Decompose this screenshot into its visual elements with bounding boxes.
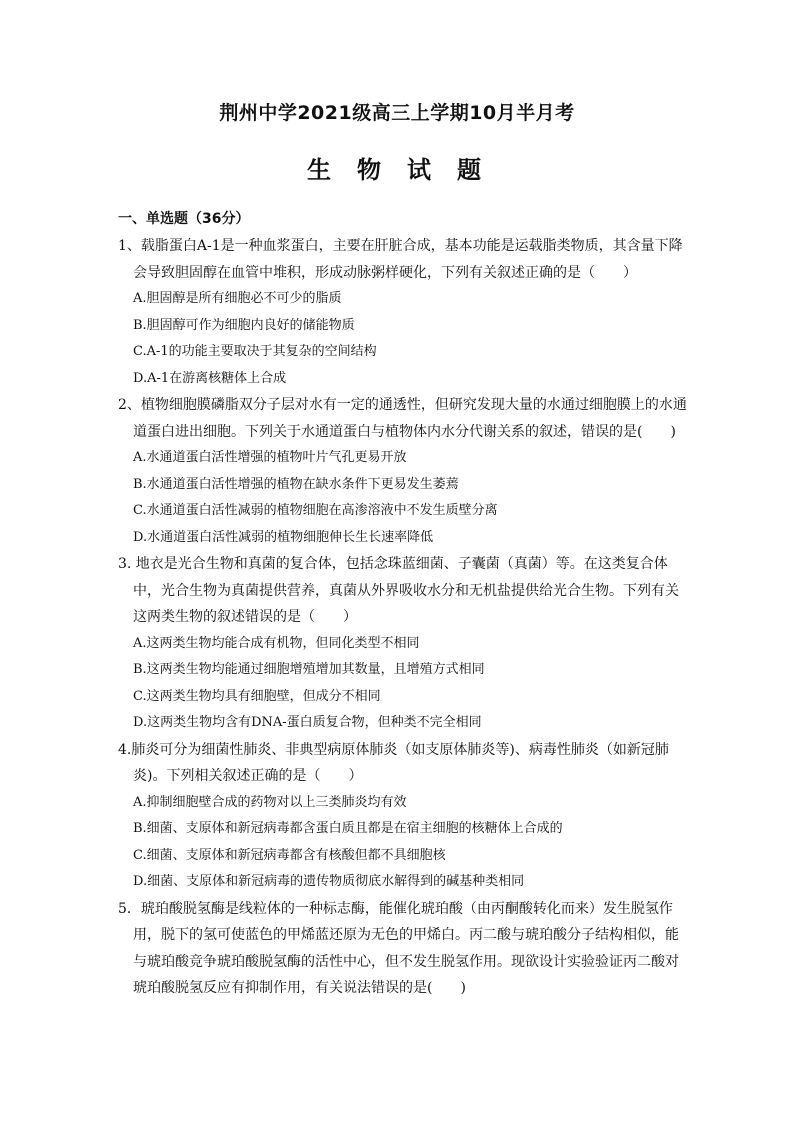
option-d: D.水通道蛋白活性减弱的植物细胞伸长生长速率降低 bbox=[133, 529, 434, 545]
question-stem: 2、植物细胞膜磷脂双分子层对水有一定的通透性，但研究发现大量的水通过细胞膜上的水通道蛋白进出细胞。下列关于水通道蛋白与植物体内水分代谢关系的叙述，错误的是( ) bbox=[118, 397, 687, 440]
subject-title: 生物试题 bbox=[307, 156, 507, 184]
question-stem: 1、载脂蛋白A-1是一种血浆蛋白，主要在肝脏合成，基本功能是运载脂类物质，其含量下降会导致胆固醇在血管中堆积，形成动脉粥样硬化，下列有关叙述正确的是（ ） bbox=[118, 238, 683, 281]
option-c: C.细菌、支原体和新冠病毒都含有核酸但都不具细胞核 bbox=[133, 847, 446, 863]
option-list bbox=[118, 790, 688, 896]
option-list bbox=[118, 286, 688, 392]
question-4 bbox=[118, 737, 688, 896]
option-b: B.胆固醇可作为细胞内良好的储能物质 bbox=[133, 317, 355, 333]
option-list bbox=[118, 631, 688, 737]
question-stem: 4.肺炎可分为细菌性肺炎、非典型病原体肺炎（如支原体肺炎等)、病毒性肺炎（如新冠肺炎)。下列相关叙述正确的是（ ） bbox=[118, 741, 669, 784]
option-a: A.这两类生物均能合成有机物，但同化类型不相同 bbox=[133, 635, 420, 651]
question-3 bbox=[118, 551, 688, 737]
option-c: C.这两类生物均具有细胞壁，但成分不相同 bbox=[133, 688, 381, 704]
option-d: D.A-1在游离核糖体上合成 bbox=[133, 370, 287, 386]
section-heading: 一、单选题（36分） bbox=[118, 211, 250, 227]
option-b: B.这两类生物均能通过细胞增殖增加其数量，且增殖方式相同 bbox=[133, 662, 485, 677]
option-a: A.抑制细胞壁合成的药物对以上三类肺炎均有效 bbox=[133, 794, 407, 810]
option-list bbox=[118, 445, 688, 551]
option-b: B.细菌、支原体和新冠病毒都含蛋白质且都是在宿主细胞的核糖体上合成的 bbox=[133, 821, 563, 836]
question-list bbox=[118, 208, 688, 1002]
exam-title: 荆州中学2021级高三上学期10月半月考 bbox=[219, 102, 575, 124]
question-stem: 3. 地衣是光合生物和真菌的复合体，包括念珠蓝细菌、子囊菌（真菌）等。在这类复合体中，光合生物为真菌提供营养，真菌从外界吸收水分和无机盐提供给光合生物。下列有关这两类生物的叙述错误的是（ ） bbox=[118, 556, 679, 625]
question-stem: 5．琥珀酸脱氢酶是线粒体的一种标志酶，能催化琥珀酸（由丙酮酸转化而来）发生脱氢作用，脱下的氢可使蓝色的甲烯蓝还原为无色的甲烯白。丙二酸与琥珀酸分子结构相似，能与琥珀酸竞争琥珀酸脱氢酶的活性中心，但不发生脱氢作用。现欲设计实验验证丙二酸对琥珀酸脱氢反应有抑制作用，有关说法错误的是( ) bbox=[118, 900, 679, 996]
option-d: D.这两类生物均含有DNA-蛋白质复合物，但种类不完全相同 bbox=[133, 715, 482, 730]
option-b: B.水通道蛋白活性增强的植物在缺水条件下更易发生萎蔫 bbox=[133, 476, 459, 492]
question-1 bbox=[118, 233, 688, 392]
option-a: A.水通道蛋白活性增强的植物叶片气孔更易开放 bbox=[133, 450, 407, 465]
option-c: C.水通道蛋白活性减弱的植物细胞在高渗溶液中不发生质壁分离 bbox=[133, 503, 498, 518]
option-c: C.A-1的功能主要取决于其复杂的空间结构 bbox=[133, 344, 377, 359]
question-2 bbox=[118, 392, 688, 551]
option-a: A.胆固醇是所有细胞必不可少的脂质 bbox=[133, 291, 342, 306]
question-5 bbox=[118, 896, 688, 1002]
option-d: D.细菌、支原体和新冠病毒的遗传物质彻底水解得到的碱基种类相同 bbox=[133, 874, 525, 889]
